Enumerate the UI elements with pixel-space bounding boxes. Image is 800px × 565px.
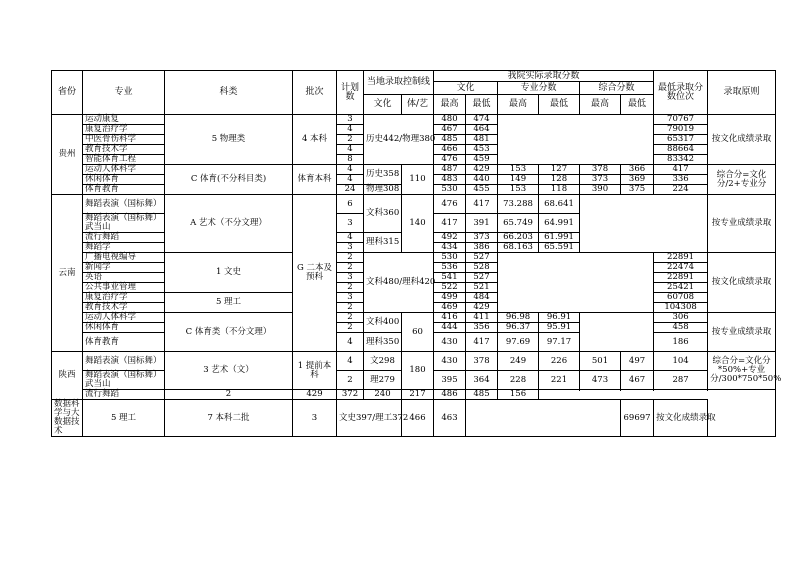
culture-low-cell: 391 (466, 214, 498, 233)
header-highest: 最高 (498, 95, 539, 115)
category-cell: 5 物理类 (165, 115, 293, 165)
culture-low-cell: 417 (466, 195, 498, 214)
major-cell: 中医骨伤科学 (83, 135, 165, 145)
culture-high-cell: 530 (434, 185, 466, 195)
pro-high-cell: 73.288 (498, 195, 539, 214)
empty-cell (498, 115, 654, 165)
culture-high-cell: 483 (434, 175, 466, 185)
plan-cell: 24 (337, 185, 364, 195)
pro-high-cell: 65.749 (498, 214, 539, 233)
control-culture-cell: 文298 (364, 352, 402, 371)
major-cell: 数据科学与大数据技术 (52, 400, 83, 437)
rank-cell: 186 (654, 333, 708, 352)
culture-high-cell: 434 (434, 243, 466, 253)
plan-cell: 2 (337, 371, 364, 390)
culture-high-cell: 444 (434, 323, 466, 333)
control-art-cell: 60 (402, 313, 434, 352)
pro-high-cell: 68.163 (498, 243, 539, 253)
plan-cell: 4 (337, 333, 364, 352)
culture-low-cell: 527 (466, 273, 498, 283)
major-cell: 舞蹈表演（国标舞）武当山 (83, 371, 165, 390)
rank-cell: 22891 (654, 253, 708, 263)
header-principle: 录取原则 (708, 71, 776, 115)
comp-high-cell: 501 (580, 352, 621, 371)
empty-cell (580, 313, 654, 352)
rank-cell: 417 (654, 165, 708, 175)
pro-low-cell: 65.591 (539, 243, 580, 253)
major-cell: 教育技术学 (83, 303, 165, 313)
control-culture-cell: 文科400 (364, 313, 402, 333)
control-culture-cell: 物理308 (364, 185, 402, 195)
header-control-line: 当地录取控制线 (364, 71, 434, 95)
pro-low-cell: 118 (539, 185, 580, 195)
comp-high-cell: 486 (434, 390, 466, 400)
category-cell: 5 理工 (165, 293, 293, 313)
header-actual-scores: 我院实际录取分数 (434, 71, 654, 82)
comp-low-cell: 467 (621, 371, 654, 390)
rank-cell: 25421 (654, 283, 708, 293)
category-cell: 5 理工 (83, 400, 165, 437)
major-cell: 舞蹈学 (83, 243, 165, 253)
culture-high-cell: 395 (434, 371, 466, 390)
principle-cell: 按专业成绩录取 (708, 195, 776, 253)
header-control-culture: 文化 (364, 95, 402, 115)
plan-cell: 8 (337, 155, 364, 165)
major-cell: 康复治疗学 (83, 125, 165, 135)
rank-cell: 22474 (654, 263, 708, 273)
culture-high-cell: 430 (434, 352, 466, 371)
pro-high-cell: 240 (364, 390, 402, 400)
comp-high-cell: 378 (580, 165, 621, 175)
control-culture-cell: 文科360 (364, 195, 402, 233)
plan-cell: 4 (337, 233, 364, 243)
major-cell: 康复治疗学 (83, 293, 165, 303)
header-highest: 最高 (580, 95, 621, 115)
province-cell: 云南 (52, 195, 83, 352)
rank-cell: 287 (654, 371, 708, 390)
major-cell: 流行舞蹈 (83, 390, 165, 400)
plan-cell: 4 (337, 352, 364, 371)
culture-low-cell: 464 (466, 125, 498, 135)
header-province: 省份 (52, 71, 83, 115)
plan-cell: 4 (337, 125, 364, 135)
culture-high-cell: 487 (434, 165, 466, 175)
plan-cell: 4 (337, 165, 364, 175)
category-cell: C 体育(不分科目类) (165, 165, 293, 195)
batch-cell: 1 提前本科 (293, 352, 337, 390)
header-plan: 计划数 (337, 71, 364, 115)
plan-cell: 2 (337, 253, 364, 263)
plan-cell: 2 (337, 263, 364, 273)
plan-cell: 2 (337, 303, 364, 313)
culture-low-cell: 378 (466, 352, 498, 371)
control-culture-cell: 理科350 (364, 333, 402, 352)
control-line-cell: 文科480/理科420 (364, 253, 434, 313)
batch-cell: 体育本科 (293, 165, 337, 195)
pro-high-cell: 153 (498, 185, 539, 195)
major-cell: 公共事业管理 (83, 283, 165, 293)
major-cell: 舞蹈表演（国标舞） (83, 352, 165, 371)
principle-cell: 按文化成绩录取 (708, 253, 776, 313)
culture-low-cell: 364 (466, 371, 498, 390)
pro-low-cell: 128 (539, 175, 580, 185)
pro-low-cell: 226 (539, 352, 580, 371)
pro-high-cell: 249 (498, 352, 539, 371)
comp-low-cell: 375 (621, 185, 654, 195)
empty-cell (466, 400, 621, 437)
culture-low-cell: 386 (466, 243, 498, 253)
culture-low-cell: 521 (466, 283, 498, 293)
culture-low-cell: 356 (466, 323, 498, 333)
major-cell: 舞蹈表演（国标舞）武当山 (83, 214, 165, 233)
culture-high-cell: 530 (434, 253, 466, 263)
major-cell: 舞蹈表演（国标舞） (83, 195, 165, 214)
comp-low-cell: 497 (621, 352, 654, 371)
header-min-rank: 最低录取分数位次 (654, 71, 708, 115)
major-cell: 体育教育 (83, 185, 165, 195)
control-art-cell: 180 (402, 352, 434, 390)
culture-low-cell: 481 (466, 135, 498, 145)
control-culture-cell: 理科315 (364, 233, 402, 253)
rank-cell: 104308 (654, 303, 708, 313)
pro-low-cell: 127 (539, 165, 580, 175)
major-cell: 体育教育 (83, 333, 165, 352)
culture-low-cell: 417 (466, 333, 498, 352)
admission-table (51, 70, 782, 437)
category-cell: C 体育类（不分文理） (165, 313, 293, 352)
culture-high-cell: 476 (434, 155, 466, 165)
culture-high-cell: 469 (434, 303, 466, 313)
culture-high-cell: 541 (434, 273, 466, 283)
major-cell: 流行舞蹈 (83, 233, 165, 243)
header-batch: 批次 (293, 71, 337, 115)
plan-cell: 6 (337, 195, 364, 214)
header-culture: 文化 (434, 82, 498, 95)
culture-high-cell: 536 (434, 263, 466, 273)
comp-low-cell: 369 (621, 175, 654, 185)
major-cell: 广播电视编导 (83, 253, 165, 263)
province-cell: 陕西 (52, 352, 83, 400)
rank-cell: 458 (654, 323, 708, 333)
rank-cell: 79019 (654, 125, 708, 135)
pro-high-cell: 96.37 (498, 323, 539, 333)
rank-cell: 224 (654, 185, 708, 195)
major-cell: 运动人体科学 (83, 313, 165, 323)
rank-cell: 60708 (654, 293, 708, 303)
plan-cell: 4 (337, 175, 364, 185)
pro-high-cell: 153 (498, 165, 539, 175)
major-cell: 休闲体育 (83, 175, 165, 185)
culture-low-cell: 429 (466, 303, 498, 313)
batch-cell: 7 本科二批 (165, 400, 293, 437)
header-control-art: 体/艺 (402, 95, 434, 115)
plan-cell: 3 (337, 214, 364, 233)
rank-cell: 65317 (654, 135, 708, 145)
control-culture-cell: 历史358 (364, 165, 402, 185)
header-major: 专业 (83, 71, 165, 115)
plan-cell: 4 (337, 145, 364, 155)
empty-cell (580, 195, 708, 253)
pro-high-cell: 97.69 (498, 333, 539, 352)
culture-low-cell: 528 (466, 263, 498, 273)
culture-low-cell: 373 (466, 233, 498, 243)
control-line-cell: 历史442/物理380 (364, 115, 434, 165)
culture-high-cell: 430 (434, 333, 466, 352)
culture-high-cell: 429 (293, 390, 337, 400)
culture-high-cell: 492 (434, 233, 466, 243)
major-cell: 运动人体科学 (83, 165, 165, 175)
comp-high-cell: 373 (580, 175, 621, 185)
control-art-cell: 110 (402, 165, 434, 195)
comp-high-cell: 390 (580, 185, 621, 195)
plan-cell: 2 (337, 323, 364, 333)
pro-low-cell: 64.991 (539, 214, 580, 233)
pro-low-cell: 221 (539, 371, 580, 390)
rank-cell: 22891 (654, 273, 708, 283)
culture-high-cell: 417 (434, 214, 466, 233)
plan-cell: 3 (293, 400, 337, 437)
culture-low-cell: 455 (466, 185, 498, 195)
pro-low-cell: 68.641 (539, 195, 580, 214)
pro-high-cell: 66.203 (498, 233, 539, 243)
header-lowest: 最低 (466, 95, 498, 115)
principle-cell: 综合分=文化分*50%+专业分/300*750*50% (708, 352, 776, 390)
rank-cell: 156 (498, 390, 539, 400)
rank-cell: 83342 (654, 155, 708, 165)
culture-high-cell: 467 (434, 125, 466, 135)
pro-low-cell: 97.17 (539, 333, 580, 352)
pro-high-cell: 96.98 (498, 313, 539, 323)
pro-high-cell: 228 (498, 371, 539, 390)
header-category: 科类 (165, 71, 293, 115)
control-line-cell: 文史397/理工372 (337, 400, 402, 437)
major-cell: 新闻学 (83, 263, 165, 273)
culture-high-cell: 416 (434, 313, 466, 323)
culture-low-cell: 527 (466, 253, 498, 263)
culture-low-cell: 453 (466, 145, 498, 155)
category-cell: A 艺术（不分文理） (165, 195, 293, 253)
category-cell: 1 文史 (165, 253, 293, 293)
header-lowest: 最低 (621, 95, 654, 115)
major-cell: 智能体育工程 (83, 155, 165, 165)
category-cell: 3 艺术（文） (165, 352, 293, 390)
control-culture-cell: 理279 (364, 371, 402, 390)
comp-high-cell: 473 (580, 371, 621, 390)
major-cell: 休闲体育 (83, 323, 165, 333)
culture-low-cell: 429 (466, 165, 498, 175)
batch-cell: 4 本科 (293, 115, 337, 165)
pro-low-cell: 95.91 (539, 323, 580, 333)
pro-low-cell: 96.91 (539, 313, 580, 323)
culture-low-cell: 372 (337, 390, 364, 400)
rank-cell: 88664 (654, 145, 708, 155)
province-cell: 贵州 (52, 115, 83, 195)
principle-cell: 按文化成绩录取 (654, 400, 708, 437)
plan-cell: 3 (337, 243, 364, 253)
batch-cell: G 二本及预科 (293, 195, 337, 352)
culture-low-cell: 459 (466, 155, 498, 165)
culture-low-cell: 411 (466, 313, 498, 323)
plan-cell: 2 (337, 135, 364, 145)
rank-cell: 306 (654, 313, 708, 323)
culture-low-cell: 463 (434, 400, 466, 437)
culture-high-cell: 499 (434, 293, 466, 303)
header-highest: 最高 (434, 95, 466, 115)
rank-cell: 336 (654, 175, 708, 185)
culture-high-cell: 466 (434, 145, 466, 155)
rank-cell: 70767 (654, 115, 708, 125)
major-cell: 教育技术学 (83, 145, 165, 155)
plan-cell: 3 (337, 273, 364, 283)
principle-cell: 按文化成绩录取 (708, 115, 776, 165)
plan-cell: 3 (337, 115, 364, 125)
comp-low-cell: 485 (466, 390, 498, 400)
header-lowest: 最低 (539, 95, 580, 115)
empty-cell (498, 253, 654, 313)
plan-cell: 2 (337, 313, 364, 323)
header-composite: 综合分数 (580, 82, 654, 95)
culture-low-cell: 484 (466, 293, 498, 303)
culture-high-cell: 480 (434, 115, 466, 125)
rank-cell: 104 (654, 352, 708, 371)
plan-cell: 3 (337, 293, 364, 303)
pro-low-cell: 217 (402, 390, 434, 400)
culture-high-cell: 476 (434, 195, 466, 214)
header-professional: 专业分数 (498, 82, 580, 95)
culture-high-cell: 466 (402, 400, 434, 437)
major-cell: 运动康复 (83, 115, 165, 125)
culture-high-cell: 522 (434, 283, 466, 293)
rank-cell: 69697 (621, 400, 654, 437)
principle-cell: 综合分=文化分/2+专业分 (708, 165, 776, 195)
pro-low-cell: 61.991 (539, 233, 580, 243)
plan-cell: 2 (165, 390, 293, 400)
culture-high-cell: 485 (434, 135, 466, 145)
pro-high-cell: 149 (498, 175, 539, 185)
comp-low-cell: 366 (621, 165, 654, 175)
major-cell: 英语 (83, 273, 165, 283)
control-art-cell: 140 (402, 195, 434, 253)
culture-low-cell: 474 (466, 115, 498, 125)
plan-cell: 2 (337, 283, 364, 293)
principle-cell: 按专业成绩录取 (708, 313, 776, 352)
culture-low-cell: 440 (466, 175, 498, 185)
